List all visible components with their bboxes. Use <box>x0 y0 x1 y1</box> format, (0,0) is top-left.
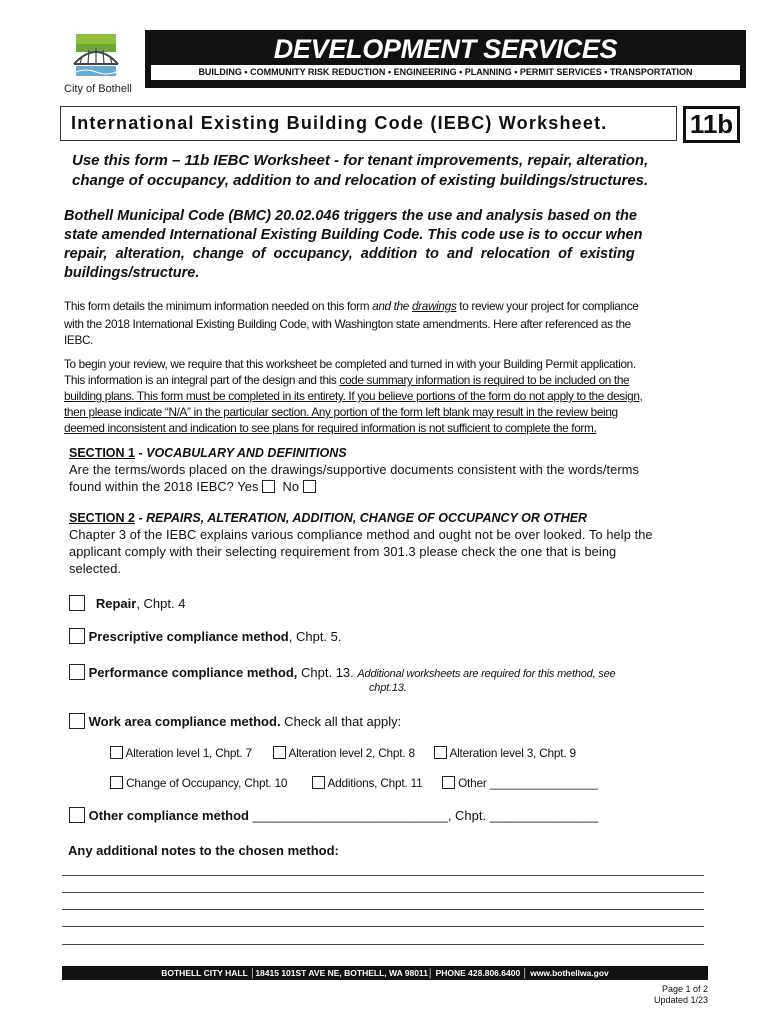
development-services-banner <box>145 30 746 88</box>
para1-line-1 <box>64 299 638 313</box>
sub-option-alt2 <box>273 746 415 760</box>
para2-text-a: This information is an integral part of the design and this <box>64 373 340 387</box>
option-work-area <box>69 713 401 729</box>
footer-address-bar: BOTHELL CITY HALL │18415 101ST AVE NE, BOTHELL, WA 98011│ PHONE 428.806.6400 │ www.bothellwa.gov <box>62 966 708 980</box>
form-number-badge: 11b <box>683 106 740 143</box>
other-label: Other _________________ <box>458 776 598 790</box>
no-label: No <box>282 479 300 494</box>
other-method-blanks: ___________________________, Chpt. _______________ <box>249 808 599 823</box>
para2-line-4: then please indicate “N/A” in the particular section. Any portion of the form left blank may result in the review being <box>64 405 618 419</box>
notes-line-3[interactable] <box>62 909 704 910</box>
performance-note-2: chpt.13. <box>369 682 407 694</box>
prescriptive-checkbox[interactable] <box>69 628 85 644</box>
para1-text-b: and the <box>372 299 412 313</box>
sub-option-additions <box>312 776 422 790</box>
para1-drawings: drawings <box>411 299 457 313</box>
section-1-line-2 <box>69 479 316 494</box>
para1-line-2: with the 2018 International Existing Building Code, with Washington state amendments. Here after referenced as the <box>64 317 631 331</box>
no-checkbox[interactable] <box>303 480 316 493</box>
form-title-box <box>60 106 677 141</box>
additions-label: Additions, Chpt. 11 <box>327 776 423 790</box>
alt1-label: Alteration level 1, Chpt. 7 <box>125 746 252 760</box>
section-1-label: SECTION 1 <box>69 446 135 460</box>
alt1-checkbox[interactable] <box>110 746 123 759</box>
bmc-line-2: state amended International Existing Building Code. This code use is to occur when <box>64 227 643 243</box>
option-performance <box>69 664 615 680</box>
sub-option-alt3 <box>434 746 576 760</box>
change-occupancy-label: Change of Occupancy, Chpt. 10 <box>126 776 288 790</box>
alt3-label: Alteration level 3, Chpt. 9 <box>449 746 576 760</box>
notes-line-4[interactable] <box>62 926 704 927</box>
para2-line-1: To begin your review, we require that this worksheet be completed and turned in with your Building Permit application. <box>64 357 636 371</box>
repair-label: Repair <box>95 596 137 611</box>
performance-chapter: Chpt. 13. <box>297 665 358 680</box>
section-1-title: - VOCABULARY AND DEFINITIONS <box>135 446 347 460</box>
yes-checkbox[interactable] <box>262 480 275 493</box>
change-occupancy-checkbox[interactable] <box>110 776 123 789</box>
bmc-line-1: Bothell Municipal Code (BMC) 20.02.046 triggers the use and analysis based on the <box>64 208 637 224</box>
notes-heading: Any additional notes to the chosen method: <box>68 843 339 858</box>
section-1-heading <box>69 446 347 460</box>
other-method-label: Other compliance method <box>88 808 249 823</box>
page-number: Page 1 of 2 <box>661 984 708 994</box>
performance-note: Additional worksheets are required for this method, see <box>357 668 616 680</box>
bmc-line-4: buildings/structure. <box>64 265 200 281</box>
sub-option-change-occupancy <box>110 776 287 790</box>
repair-checkbox[interactable] <box>69 595 85 611</box>
updated-date: Updated 1/23 <box>653 995 708 1005</box>
repair-chapter: , Chpt. 4 <box>136 596 186 611</box>
additions-checkbox[interactable] <box>312 776 325 789</box>
prescriptive-chapter: , Chpt. 5. <box>288 629 342 644</box>
banner-title: DEVELOPMENT SERVICES <box>273 34 618 64</box>
section-1-line-1: Are the terms/words placed on the drawings/supportive documents consistent with the words/terms <box>69 462 639 477</box>
para1-text-a: This form details the minimum information needed on this form <box>64 299 373 313</box>
option-prescriptive <box>69 628 342 644</box>
form-title: International Existing Building Code (IEBC) Worksheet. <box>71 113 608 133</box>
work-area-checkbox[interactable] <box>69 713 85 729</box>
section-2-title: - REPAIRS, ALTERATION, ADDITION, CHANGE OF OCCUPANCY OR OTHER <box>135 511 588 525</box>
bmc-line-3: repair, alteration, change of occupancy, addition to and relocation of existing <box>64 246 635 262</box>
alt2-label: Alteration level 2, Chpt. 8 <box>288 746 415 760</box>
notes-line-2[interactable] <box>62 892 704 893</box>
section-2-heading <box>69 511 587 525</box>
para1-line-3: IEBC. <box>64 333 94 347</box>
section-2-label: SECTION 2 <box>69 511 135 525</box>
intro-line-2: change of occupancy, addition to and relocation of existing buildings/structures. <box>72 172 649 189</box>
section-1-question: found within the 2018 IEBC? Yes <box>69 479 259 494</box>
sub-option-alt1 <box>110 746 252 760</box>
sub-option-other <box>442 776 598 790</box>
section-2-line-2: applicant comply with their selecting requirement from 301.3 please check the one that is being <box>69 544 617 559</box>
notes-line-1[interactable] <box>62 875 704 876</box>
other-method-checkbox[interactable] <box>69 807 85 823</box>
bridge-logo-icon <box>58 34 142 84</box>
section-2-line-3: selected. <box>69 561 122 576</box>
performance-checkbox[interactable] <box>69 664 85 680</box>
notes-line-5[interactable] <box>62 944 704 945</box>
para2-line-2 <box>64 373 629 387</box>
option-other-method <box>69 807 598 823</box>
prescriptive-label: Prescriptive compliance method <box>88 629 289 644</box>
para2-text-b: code summary information is required to be included on the <box>339 373 630 387</box>
intro-line-1: Use this form – 11b IEBC Worksheet - for tenant improvements, repair, alteration, <box>72 152 649 169</box>
logo-text: City of Bothell <box>64 83 132 95</box>
work-area-instruction: Check all that apply: <box>280 714 402 729</box>
banner-departments: BUILDING • COMMUNITY RISK REDUCTION • ENGINEERING • PLANNING • PERMIT SERVICES • TRANSPORTATION <box>151 65 740 80</box>
alt2-checkbox[interactable] <box>273 746 286 759</box>
work-area-label: Work area compliance method. <box>88 714 281 729</box>
performance-label: Performance compliance method, <box>88 665 298 680</box>
para2-line-3: building plans. This form must be completed in its entirety. If you believe portions of the form do not apply to the design, <box>64 389 643 403</box>
other-checkbox[interactable] <box>442 776 455 789</box>
option-repair <box>69 595 185 611</box>
alt3-checkbox[interactable] <box>434 746 447 759</box>
section-2-line-1: Chapter 3 of the IEBC explains various compliance method and ought not be over looked. To help the <box>69 527 653 542</box>
para2-line-5: deemed inconsistent and indication to see plans for required information is not sufficient to complete the form. <box>64 421 597 435</box>
para1-text-d: to review your project for compliance <box>456 299 639 313</box>
